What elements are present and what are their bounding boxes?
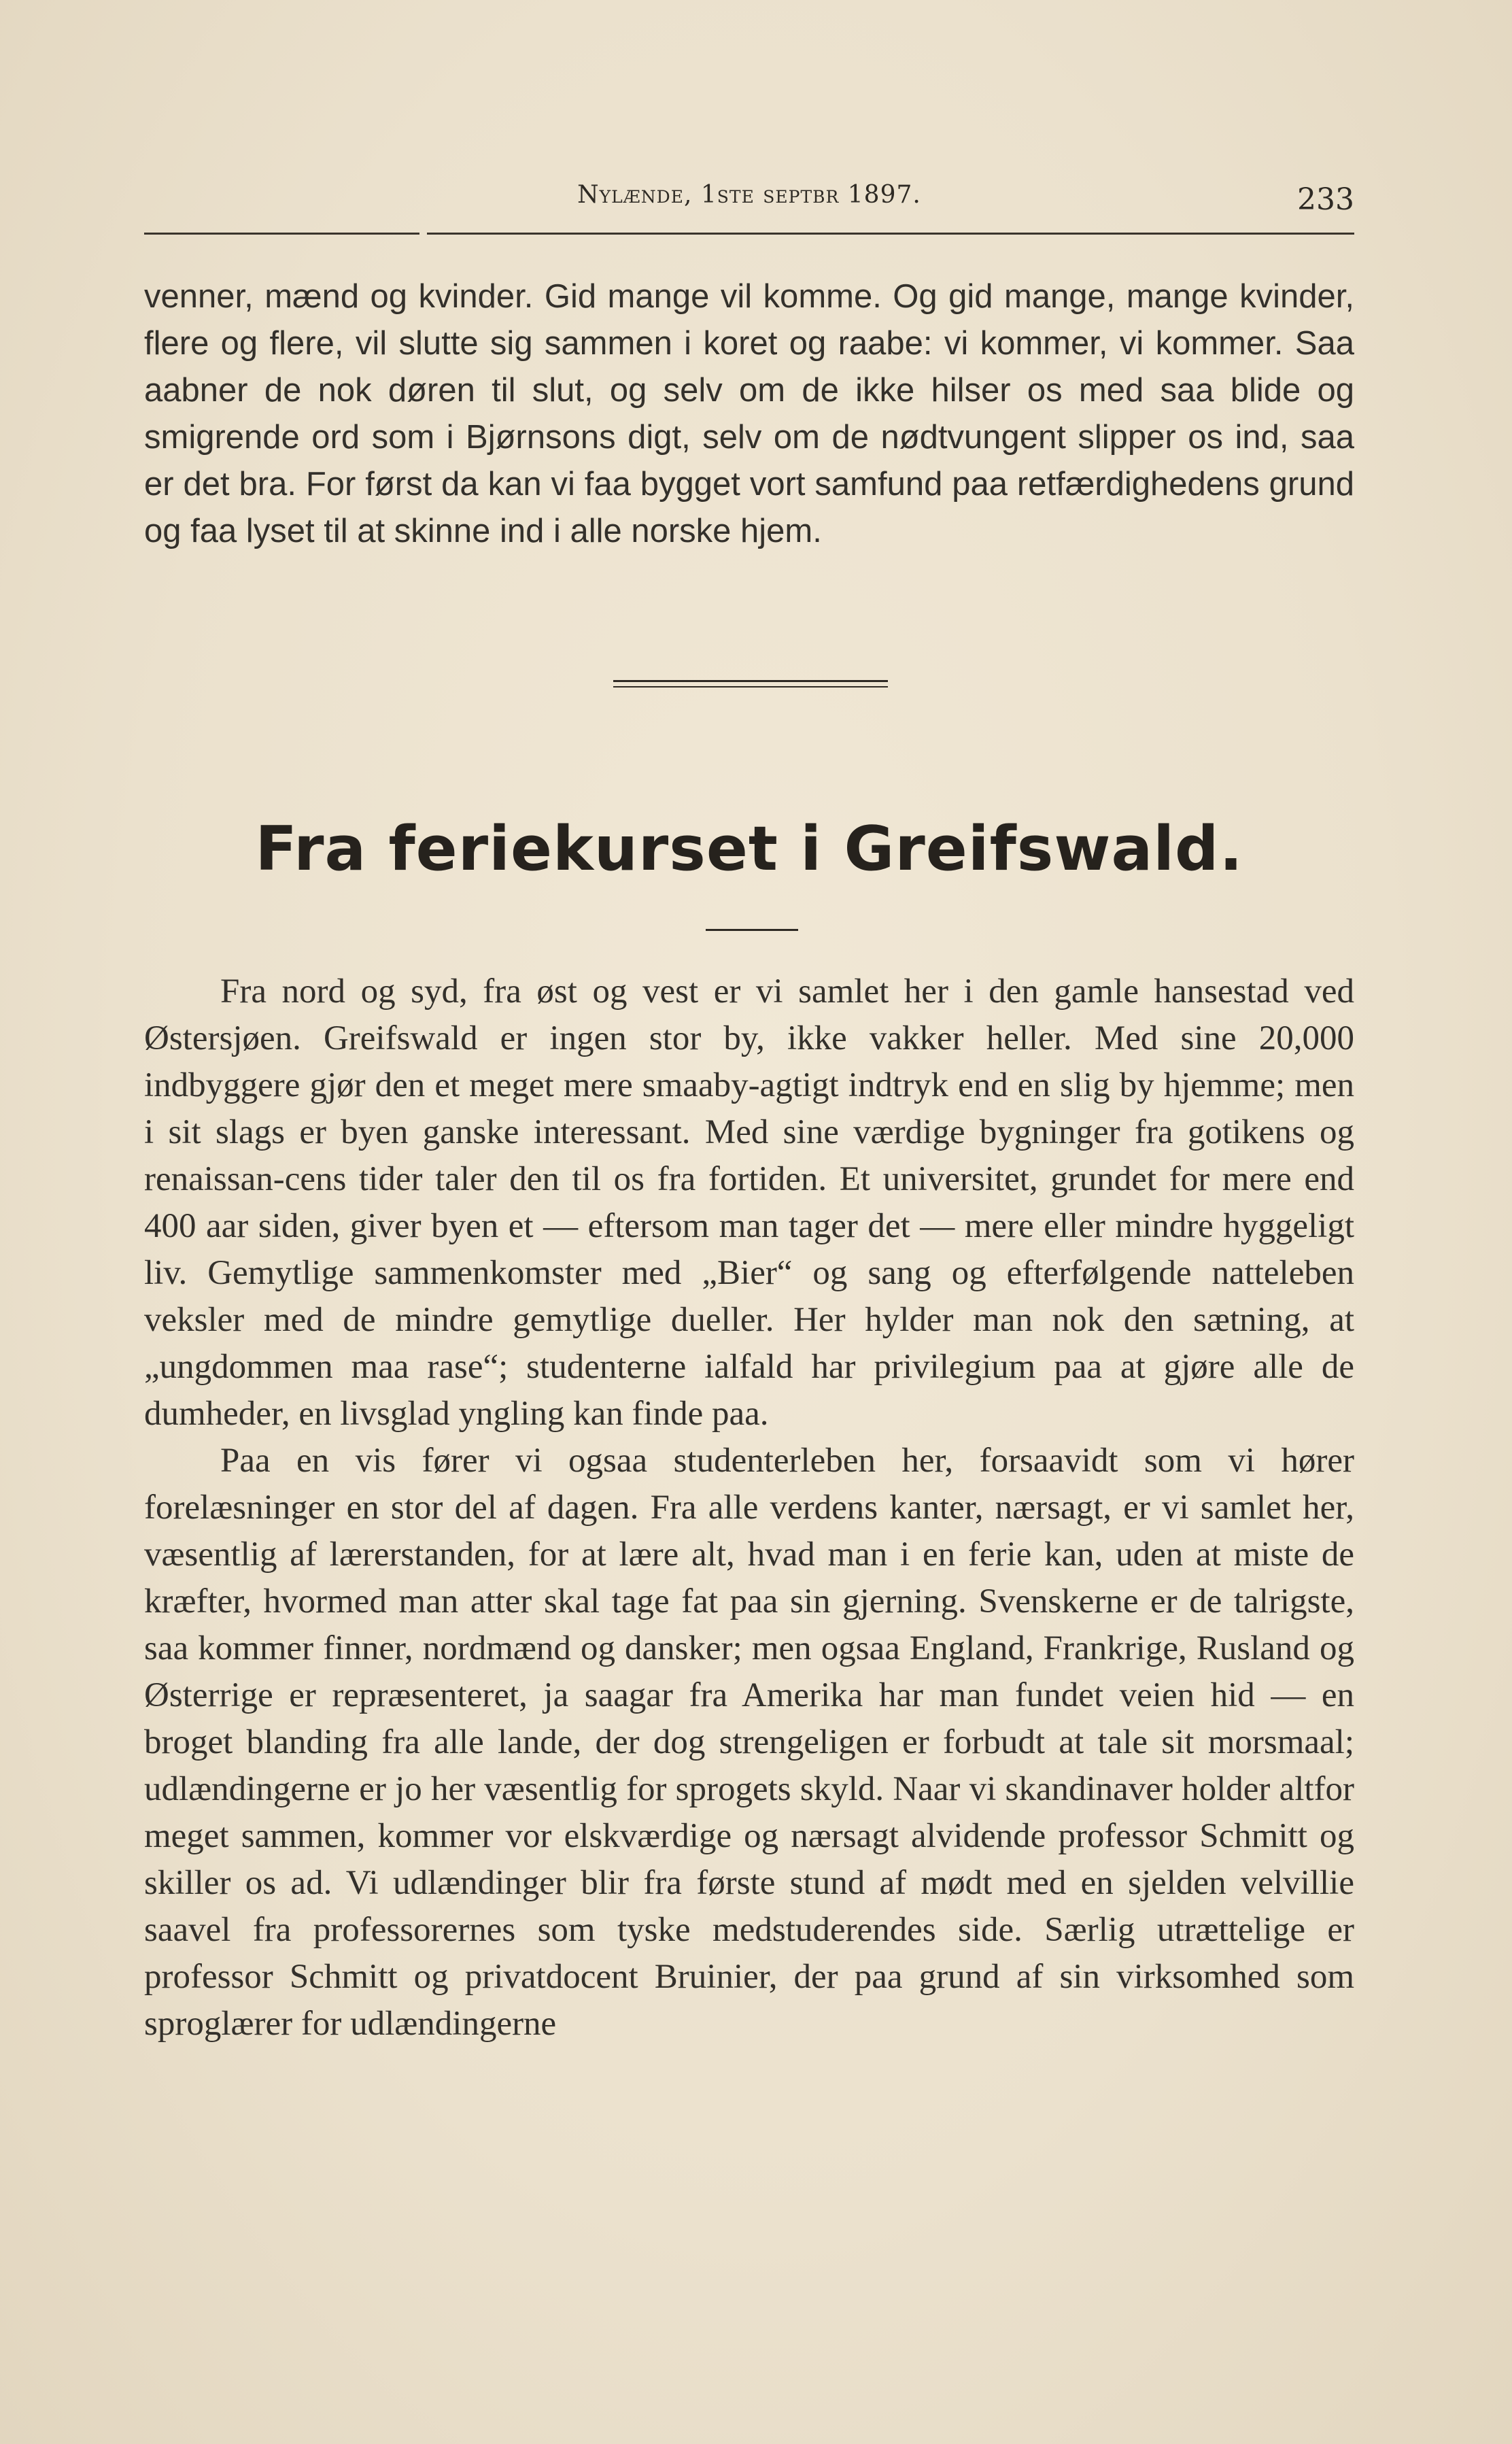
header-rule-left [144, 233, 419, 235]
page-header [144, 181, 1354, 228]
article-title: Fra feriekurset i Greifswald. [255, 813, 1243, 885]
page-number: 233 [1297, 182, 1354, 217]
running-title: Nylænde, 1ste septbr 1897. [577, 181, 921, 209]
article-body [144, 968, 1354, 2048]
header-rule-right [427, 233, 1354, 235]
section-separator [613, 680, 888, 682]
title-underline-rule [706, 929, 798, 931]
paragraph: Paa en vis fører vi ogsaa studenterleben her, forsaavidt som vi hører forelæsninger en stor del af dagen. Fra alle verdens kanter, nærsagt, er vi samlet her, væsentlig af lærerstanden, for at lære alt, hvad man i en ferie kan, uden at miste de kræfter, hvormed man atter skal tage fat paa sin gjerning. Svenskerne er de talrigste, saa kommer finner, nordmænd og dansker; men ogsaa England, Frankrige, Rusland og Østerrige er repræsenteret, ja saagar fra Amerika har man fundet veien hid — en broget blanding fra alle lande, der dog strengeligen er forbudt at tale sit morsmaal; udlændingerne er jo her væsentlig for sprogets skyld. Naar vi skandinaver holder altfor meget sammen, kommer vor elskværdige og nærsagt alvidende professor Schmitt og skiller os ad. Vi udlændinger blir fra første stund af mødt med en sjelden velvillie saavel fra professorernes som tyske medstuderendes side. Særlig utrættelige er professor Schmitt og privatdocent Bruinier, der paa grund af sin virksomhed som sproglærer for udlændingerne [144, 1442, 1354, 2043]
paragraph: venner, mænd og kvinder. Gid mange vil komme. Og gid mange, mange kvinder, flere og flere, vil slutte sig sammen i koret og raabe: vi kommer, vi kommer. Saa aabner de nok døren til slut, og selv om de ikke hilser os med saa blide og smigrende ord som i Bjørnsons digt, selv om de nødtvungent slipper os ind, saa er det bra. For først da kan vi faa bygget vort samfund paa retfærdighedens grund og faa lyset til at skinne ind i alle norske hjem. [144, 278, 1354, 549]
section-separator-inner [613, 686, 888, 688]
paragraph: Fra nord og syd, fra øst og vest er vi samlet her i den gamle hansestad ved Østersjøen. Greifswald er ingen stor by, ikke vakker heller. Med sine 20,000 indbyggere gjør den et meget mere smaaby-agtigt indtryk end en slig by hjemme; men i sit slags er byen ganske interessant. Med sine værdige bygninger fra gotikens og renaissan-cens tider taler den til os fra fortiden. Et universitet, grundet for mere end 400 aar siden, giver byen et — eftersom man tager det — mere eller mindre hyggeligt liv. Gemytlige sammenkomster med „Bier“ og sang og efterfølgende natteleben veksler med de mindre gemytlige dueller. Her hylder man nok den sætning, at „ungdommen maa rase“; studenterne ialfald har privilegium paa at gjøre alle de dumheder, en livsglad yngling kan finde paa. [144, 972, 1354, 1433]
previous-article-ending [144, 273, 1354, 555]
